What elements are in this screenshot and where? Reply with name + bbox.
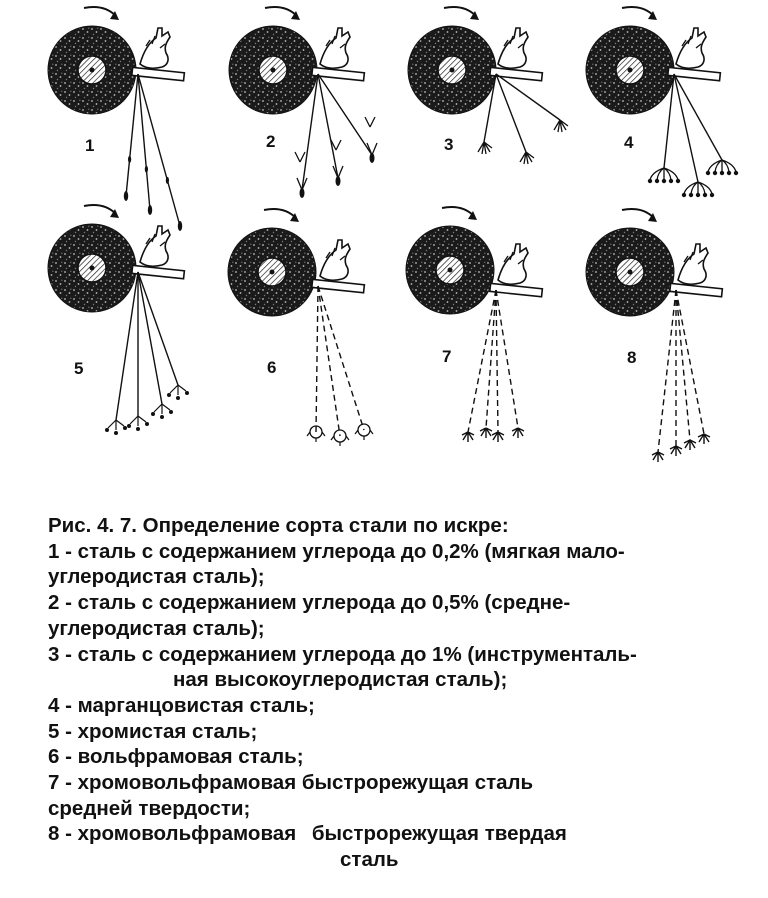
rotation-arrow-5 bbox=[84, 205, 116, 214]
rotation-arrow-7 bbox=[442, 207, 474, 216]
caption-line-9: 6 - вольфрамовая сталь; bbox=[48, 745, 304, 769]
spark-ray-3-3 bbox=[496, 74, 560, 120]
steel-bar-7 bbox=[490, 283, 543, 296]
caption-line-7: 4 - марганцовистая сталь; bbox=[48, 693, 315, 717]
spark-panel-1 bbox=[48, 7, 184, 231]
caption-line-2: углеродистая сталь); bbox=[48, 565, 265, 589]
rotation-arrow-4 bbox=[622, 7, 654, 16]
caption-line-10: 7 - хромовольфрамовая быстрорежущая сталь bbox=[48, 771, 534, 795]
hand-3 bbox=[498, 28, 528, 68]
panel-number-6: 6 bbox=[267, 358, 277, 377]
panel-number-7: 7 bbox=[442, 347, 452, 366]
spark-ray-7-2 bbox=[486, 290, 496, 428]
spark-panel-2 bbox=[229, 7, 377, 198]
rotation-arrow-2 bbox=[265, 7, 297, 16]
spark-panel-6 bbox=[228, 209, 373, 446]
panel-number-4: 4 bbox=[624, 133, 634, 152]
spark-ray-6-1 bbox=[316, 286, 318, 432]
spark-panel-8 bbox=[586, 209, 722, 462]
caption-line-13: сталь bbox=[340, 848, 399, 872]
steel-bar-8 bbox=[670, 283, 723, 296]
spark-panel-7 bbox=[406, 207, 542, 442]
panel-number-2: 2 bbox=[266, 132, 276, 151]
panel-number-1: 1 bbox=[85, 136, 95, 155]
hand-8 bbox=[678, 244, 708, 284]
hand-5 bbox=[140, 226, 170, 266]
spark-ray-4-3 bbox=[674, 74, 722, 160]
caption-title: Рис. 4. 7. Определение сорта стали по искре: bbox=[48, 514, 509, 537]
spark-ray-7-3 bbox=[496, 290, 498, 432]
panel-number-3: 3 bbox=[444, 135, 454, 154]
caption-line-5: 3 - сталь с содержанием углерода до 1% (инструменталь- bbox=[48, 642, 637, 666]
spark-panel-3 bbox=[408, 7, 568, 164]
caption-line-1: 1 - сталь с содержанием углерода до 0,2% (мягкая мало- bbox=[48, 539, 625, 563]
caption-line-4: углеродистая сталь); bbox=[48, 616, 265, 640]
rotation-arrow-1 bbox=[84, 7, 116, 16]
spark-ray-7-1 bbox=[468, 290, 496, 432]
figure-caption bbox=[48, 513, 758, 873]
caption-line-12-start: 8 - хромовольфрамовая bbox=[48, 822, 297, 846]
spark-ray-8-1 bbox=[658, 290, 676, 452]
rotation-arrow-8 bbox=[622, 209, 654, 218]
spark-ray-8-4 bbox=[676, 290, 704, 434]
spark-ray-8-3 bbox=[676, 290, 690, 440]
hand-4 bbox=[676, 28, 706, 68]
spark-ray-5-4 bbox=[138, 272, 178, 385]
spark-ray-5-3 bbox=[138, 272, 162, 404]
panel-number-8: 8 bbox=[627, 348, 637, 367]
caption-line-12-end: быстрорежущая твердая bbox=[311, 822, 567, 846]
steel-bar-2 bbox=[312, 67, 365, 80]
spark-ray-6-2 bbox=[318, 286, 340, 436]
spark-panel-4 bbox=[586, 7, 738, 197]
spark-ray-7-4 bbox=[496, 290, 518, 428]
caption-line-11: средней твердости; bbox=[48, 796, 251, 820]
caption-line-12 bbox=[48, 821, 758, 847]
spark-ray-6-3 bbox=[318, 286, 364, 430]
spark-ray-4-2 bbox=[674, 74, 698, 182]
rotation-arrow-3 bbox=[444, 7, 476, 16]
spark-panel-5 bbox=[48, 205, 189, 435]
spark-ray-3-2 bbox=[496, 74, 526, 152]
hand-7 bbox=[498, 244, 528, 284]
rotation-arrow-6 bbox=[264, 209, 296, 218]
caption-line-3: 2 - сталь с содержанием углерода до 0,5% (средне- bbox=[48, 591, 571, 615]
panel-number-5: 5 bbox=[74, 359, 84, 378]
hand-6 bbox=[320, 240, 350, 280]
hand-1 bbox=[140, 28, 170, 68]
hand-2 bbox=[320, 28, 350, 68]
caption-line-6: ная высокоуглеродистая сталь); bbox=[173, 668, 508, 692]
caption-line-8: 5 - хромистая сталь; bbox=[48, 719, 258, 743]
